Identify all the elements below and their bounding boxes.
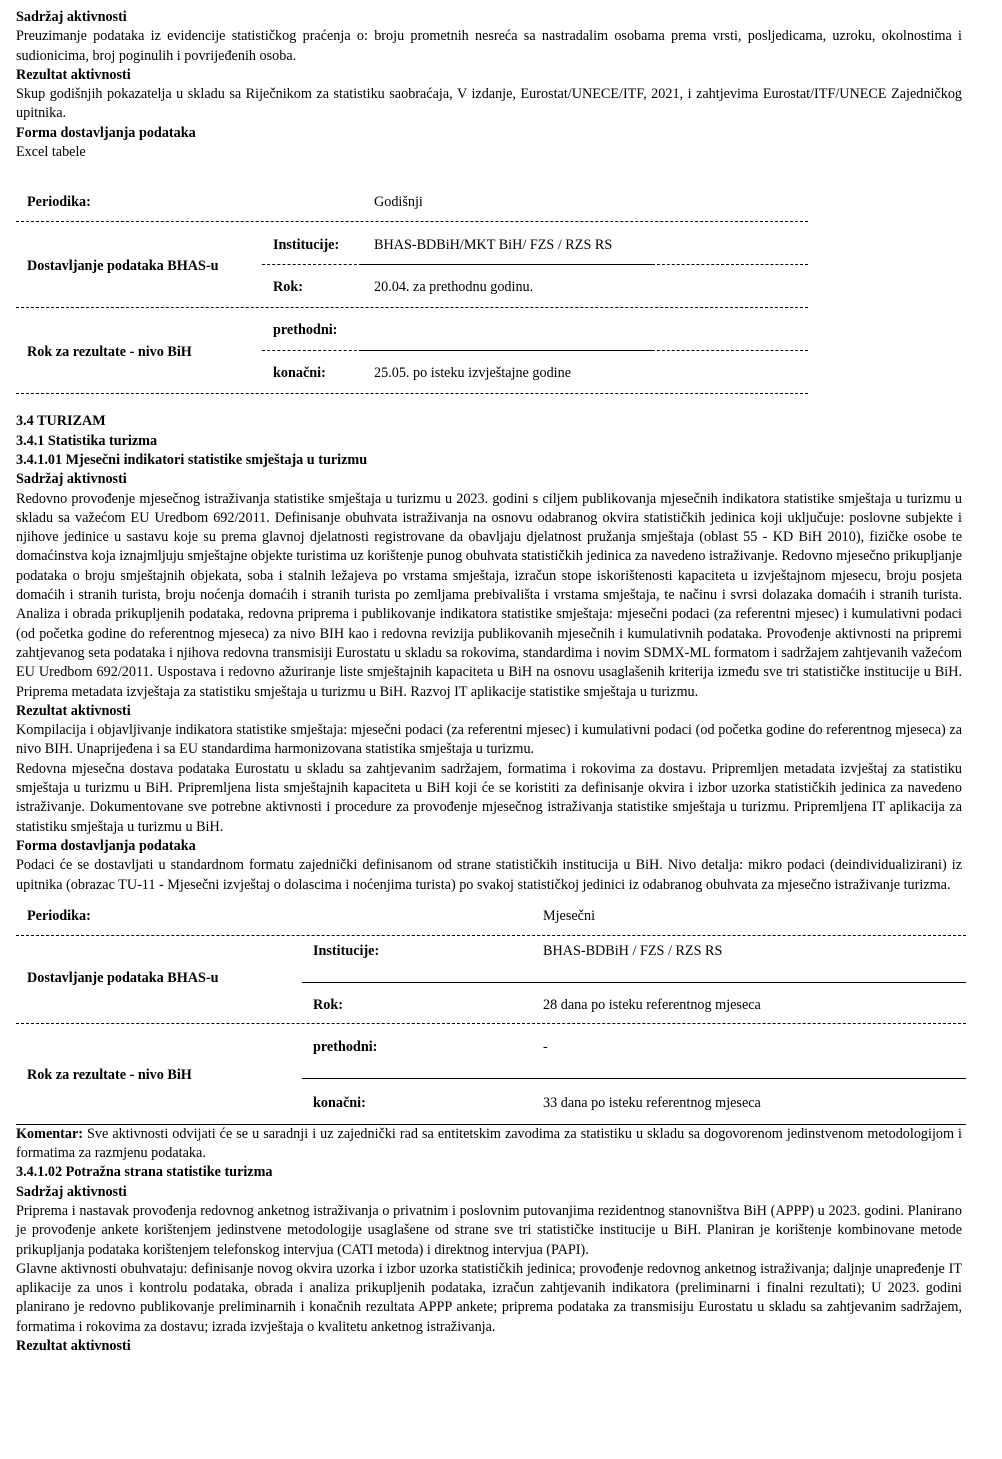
paragraph-forma: Excel tabele (16, 144, 86, 161)
institucije-value: BHAS-BDBiH / FZS / RZS RS (543, 942, 723, 959)
table-divider (16, 221, 808, 222)
periodika-value: Godišnji (374, 194, 423, 211)
info-table-monthly (16, 905, 966, 1137)
prethodni-value: - (543, 1038, 548, 1055)
table-divider (652, 350, 808, 351)
prethodni-label: prethodni: (273, 322, 338, 339)
heading-rezultat-aktivnosti: Rezultat aktivnosti (16, 66, 131, 83)
table-divider (16, 935, 966, 936)
heading-sadrzaj-aktivnosti: Sadržaj aktivnosti (16, 471, 127, 488)
table-divider (16, 1023, 966, 1024)
rok-value: 28 dana po isteku referentnog mjeseca (543, 996, 761, 1013)
paragraph-sadrzaj: Preuzimanje podataka iz evidencije statističkog praćenja o: broju prometnih nesreća sa nastradalim osobama prema vrsti, posljedicama, uzroku, okolnostima i sudionicima, broj poginulih i povrijeđenih osoba. (16, 28, 962, 64)
periodika-value: Mjesečni (543, 907, 596, 924)
paragraph-sadrzaj: Priprema i nastavak provođenja redovnog anketnog istraživanja o privatnim i poslovnim putovanjima rezidentnog stanovništva BiH (APPP) u 2023. godini. Planirano je provođenje ankete korištenjem jedinstvene metodologije usaglašene od strane sve tri statističke institucije u BiH. Planiran je korištenje kombinovane metode prikupljanja podataka korištenjem telefonskog intervjua (CATI metoda) i direktnog intervjua (PAPI). (16, 1202, 962, 1258)
periodika-label: Periodika: (27, 194, 91, 211)
paragraph-sadrzaj: Glavne aktivnosti obuhvataju: definisanje novog okvira uzorka i izbor uzorka statističkih jedinica; provođenje redovnog anketnog istraživanja; daljnje unapređenje IT aplikacije za unos i kontrolu podataka, obrada i analiza prikupljenih podataka, izračun zahtjevanih indikatora (preliminarni i finalni rezultati); U 2023. godini planirano je redovno publikovanje preliminarnih i konačnih rezultata APPP ankete; priprema podataka za transmisiju Eurostatu u skladu sa zahtjevanim sadržajem, formatima i rokovima za dostavu; izrada izvještaja o kvalitetu anketnog istraživanja. (16, 1260, 962, 1335)
paragraph-forma: Podaci će se dostavljati u standardnom formatu zajednički definisanom od strane statističkih institucija u BiH. Nivo detalja: mikro podaci (deindividualizirani) iz upitnika (obrazac TU-11 - Mjesečni izvještaj o dolascima i noćenjima turista) po svakoj statističkoj jedinici iz odabranog obuhvata za mjesečno istraživanje turizma. (16, 857, 962, 893)
dostavljanje-label: Dostavljanje podataka BHAS-u (27, 258, 219, 275)
konacni-label: konačni: (273, 365, 326, 382)
konacni-value: 25.05. po isteku izvještajne godine (374, 365, 572, 382)
table-divider (362, 264, 652, 265)
table-divider (302, 982, 966, 983)
periodika-label: Periodika: (27, 907, 91, 924)
rok-value: 20.04. za prethodnu godinu. (374, 279, 534, 296)
heading-forma-dostavljanja: Forma dostavljanja podataka (16, 837, 196, 854)
heading-rezultat-aktivnosti: Rezultat aktivnosti (16, 702, 131, 719)
prethodni-label: prethodni: (313, 1038, 378, 1055)
rok-rezultate-label: Rok za rezultate - nivo BiH (27, 1066, 192, 1083)
document-page (16, 8, 962, 1356)
dostavljanje-label: Dostavljanje podataka BHAS-u (27, 969, 219, 986)
section-heading-turizam: 3.4 TURIZAM (16, 413, 106, 430)
konacni-label: konačni: (313, 1094, 366, 1111)
table-divider (16, 1124, 966, 1125)
heading-sadrzaj-aktivnosti: Sadržaj aktivnosti (16, 1183, 127, 1200)
konacni-value: 33 dana po isteku referentnog mjeseca (543, 1094, 761, 1111)
table-divider (262, 350, 362, 351)
section-heading-potrazna-strana: 3.4.1.02 Potražna strana statistike turizma (16, 1164, 273, 1181)
comment-label: Komentar: (16, 1125, 83, 1142)
institucije-value: BHAS-BDBiH/MKT BiH/ FZS / RZS RS (374, 237, 613, 254)
rok-label: Rok: (313, 996, 343, 1013)
heading-forma-dostavljanja: Forma dostavljanja podataka (16, 124, 196, 141)
paragraph-rezultat: Redovna mjesečna dostava podataka Eurostatu u skladu sa zahtjevanim sadržajem, formatima i rokovima za dostavu. Pripremljen metadata izvještaj za statistiku smještaja u turizmu u BiH. Pripremljena lista smještajnih kapaciteta u BiH koji će se koristiti za definisanje okvira i izbor uzorka statističkih jedinica za navedeno istraživanje. Dokumentovane sve potrebne aktivnosti i procedure za provođenje mjesečnog istraživanja statistike smještaja u turizmu. Pripremljena IT aplikacija za statistiku smještaja u turizmu u BiH. (16, 760, 962, 835)
institucije-label: Institucije: (313, 942, 380, 959)
heading-rezultat-aktivnosti: Rezultat aktivnosti (16, 1338, 131, 1355)
paragraph-sadrzaj: Redovno provođenje mjesečnog istraživanja statistike smještaja u turizmu u 2023. godini s ciljem publikovanja mjesečnih indikatora statistike smještaja u turizmu u skladu sa važećom EU Uredbom 692/2011. Definisanje obuhvata istraživanja na osnovu odabranog okvira statističkih jedinica koji uključuje: poslovne subjekte i njihove jedinice u sastavu koje su prema glavnoj djelatnosti registrovane da obavljaju djelatnost pružanja smještaja (oblast 55 - KD BiH 2010), fizičke osobe te domaćinstva koja iznajmljuju smještajne objekte turistima uz korištenje punog obuhvata statističkih jedinica za navedeno istraživanje. Redovno mjesečno prikupljanje podataka o broju smještajnih objekata, soba i stalnih ležajeva po vrstama smještaja, izračun stope iskorištenosti kapaciteta u izvještajnom mjesecu, broju posjeta domaćih i stranih turista, broju noćenja domaćih i stranih turista po zemljama prebivališta i vrstama smještaja, te načinu i svrsi dolazaka domaćih i stranih turista. Analiza i obrada prikupljenih podataka, redovna priprema i publikovanje indikatora statistike smještaja: mjesečni podaci (za referentni mjesec) i kumulativni podaci (od početka godine do referentnog mjeseca) za nivo BIH kao i redovna revizija publikovanih mjesečnih i kumulativnih podataka. Provođenje aktivnosti na pripremi zahtjevanog seta podataka i njihova redovna transmisiji Eurostatu u skladu sa rokovima, standardima i novim SDMX-ML formatom i sadržajem zahtjevanih važećom EU Uredbom 692/2011. Uspostava i redovno ažuriranje liste smještajnih kapaciteta u BiH na osnovu usaglašenih kriterija između sve tri statističke institucije u BiH. Priprema metadata izvještaja za statistiku smještaja u turizmu u BiH. Razvoj IT aplikacije statistike smještaja u turizmu. (16, 490, 962, 700)
table-divider (362, 350, 652, 351)
paragraph-rezultat: Skup godišnjih pokazatelja u skladu sa Riječnikom za statistiku saobraćaja, V izdanje, Eurostat/UNECE/ITF, 2021, i zahtjevima Eurostat/ITF/UNECE Zajedničkog upitnika. (16, 86, 962, 122)
rok-rezultate-label: Rok za rezultate - nivo BiH (27, 344, 192, 361)
institucije-label: Institucije: (273, 237, 340, 254)
table-divider (262, 264, 362, 265)
section-heading-mjesecni-indikatori: 3.4.1.01 Mjesečni indikatori statistike smještaja u turizmu (16, 451, 368, 468)
table-divider (652, 264, 808, 265)
heading-sadrzaj-aktivnosti: Sadržaj aktivnosti (16, 9, 127, 25)
table-divider (16, 307, 808, 308)
paragraph-rezultat: Kompilacija i objavljivanje indikatora statistike smještaja: mjesečni podaci (za referentni mjesec) i kumulativni podaci (od početka godine do referentnog mjeseca) za nivo BIH. Unapriјеđena i sa EU standardima harmonizovana statistika smještaja u turizmu. (16, 722, 962, 758)
comment-text: Sve aktivnosti odvijati će se u saradnji i uz zajednički rad sa entitetskim zavodima za statistiku u skladu sa dogovorenom jedinstvenom metodologijom i formatima za razmjenu podataka. (16, 1125, 962, 1162)
info-table-annual (16, 191, 808, 423)
section-heading-statistika-turizma: 3.4.1 Statistika turizma (16, 432, 158, 449)
table-divider (302, 1078, 966, 1079)
table-divider (16, 393, 808, 394)
rok-label: Rok: (273, 279, 303, 296)
